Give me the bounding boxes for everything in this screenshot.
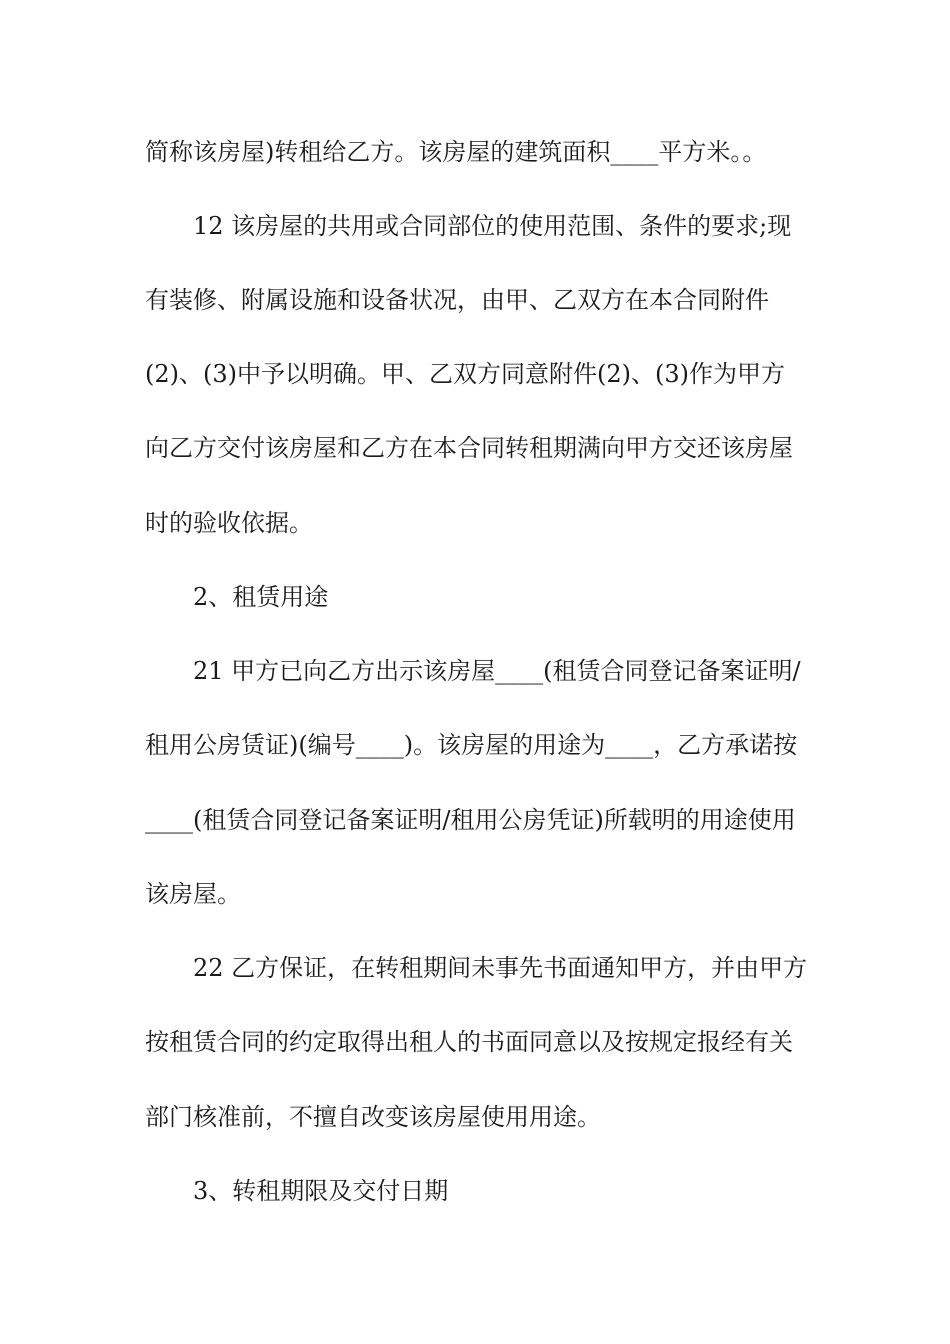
text-line: ____(租赁合同登记备案证明/租用公房凭证)所载明的用途使用 <box>145 806 796 834</box>
text-line: 按租赁合同的约定取得出租人的书面同意以及按规定报经有关 <box>145 1028 793 1056</box>
text-line: 简称该房屋)转租给乙方。该房屋的建筑面积____平方米。。 <box>145 138 767 166</box>
text-line: 22 乙方保证，在转租期间未事先书面通知甲方，并由甲方 <box>193 954 808 982</box>
text-line: 租用公房赁证)(编号____)。该房屋的用途为____，乙方承诺按 <box>145 731 798 759</box>
text-line: (2)、(3)中予以明确。甲、乙双方同意附件(2)、(3)作为甲方 <box>145 360 785 388</box>
text-line: 向乙方交付该房屋和乙方在本合同转租期满向甲方交还该房屋 <box>145 434 793 462</box>
section-heading: 3、转租期限及交付日期 <box>193 1177 449 1205</box>
text-line: 时的验收依据。 <box>145 509 313 537</box>
text-line: 12 该房屋的共用或合同部位的使用范围、条件的要求;现 <box>193 212 792 240</box>
text-line: 有装修、附属设施和设备状况，由甲、乙双方在本合同附件 <box>145 286 769 314</box>
text-line: 部门核准前，不擅自改变该房屋使用用途。 <box>145 1103 601 1131</box>
text-line: 该房屋。 <box>145 880 241 908</box>
text-line: 21 甲方已向乙方出示该房屋____(租赁合同登记备案证明/ <box>193 657 801 685</box>
section-heading: 2、租赁用途 <box>193 583 329 611</box>
